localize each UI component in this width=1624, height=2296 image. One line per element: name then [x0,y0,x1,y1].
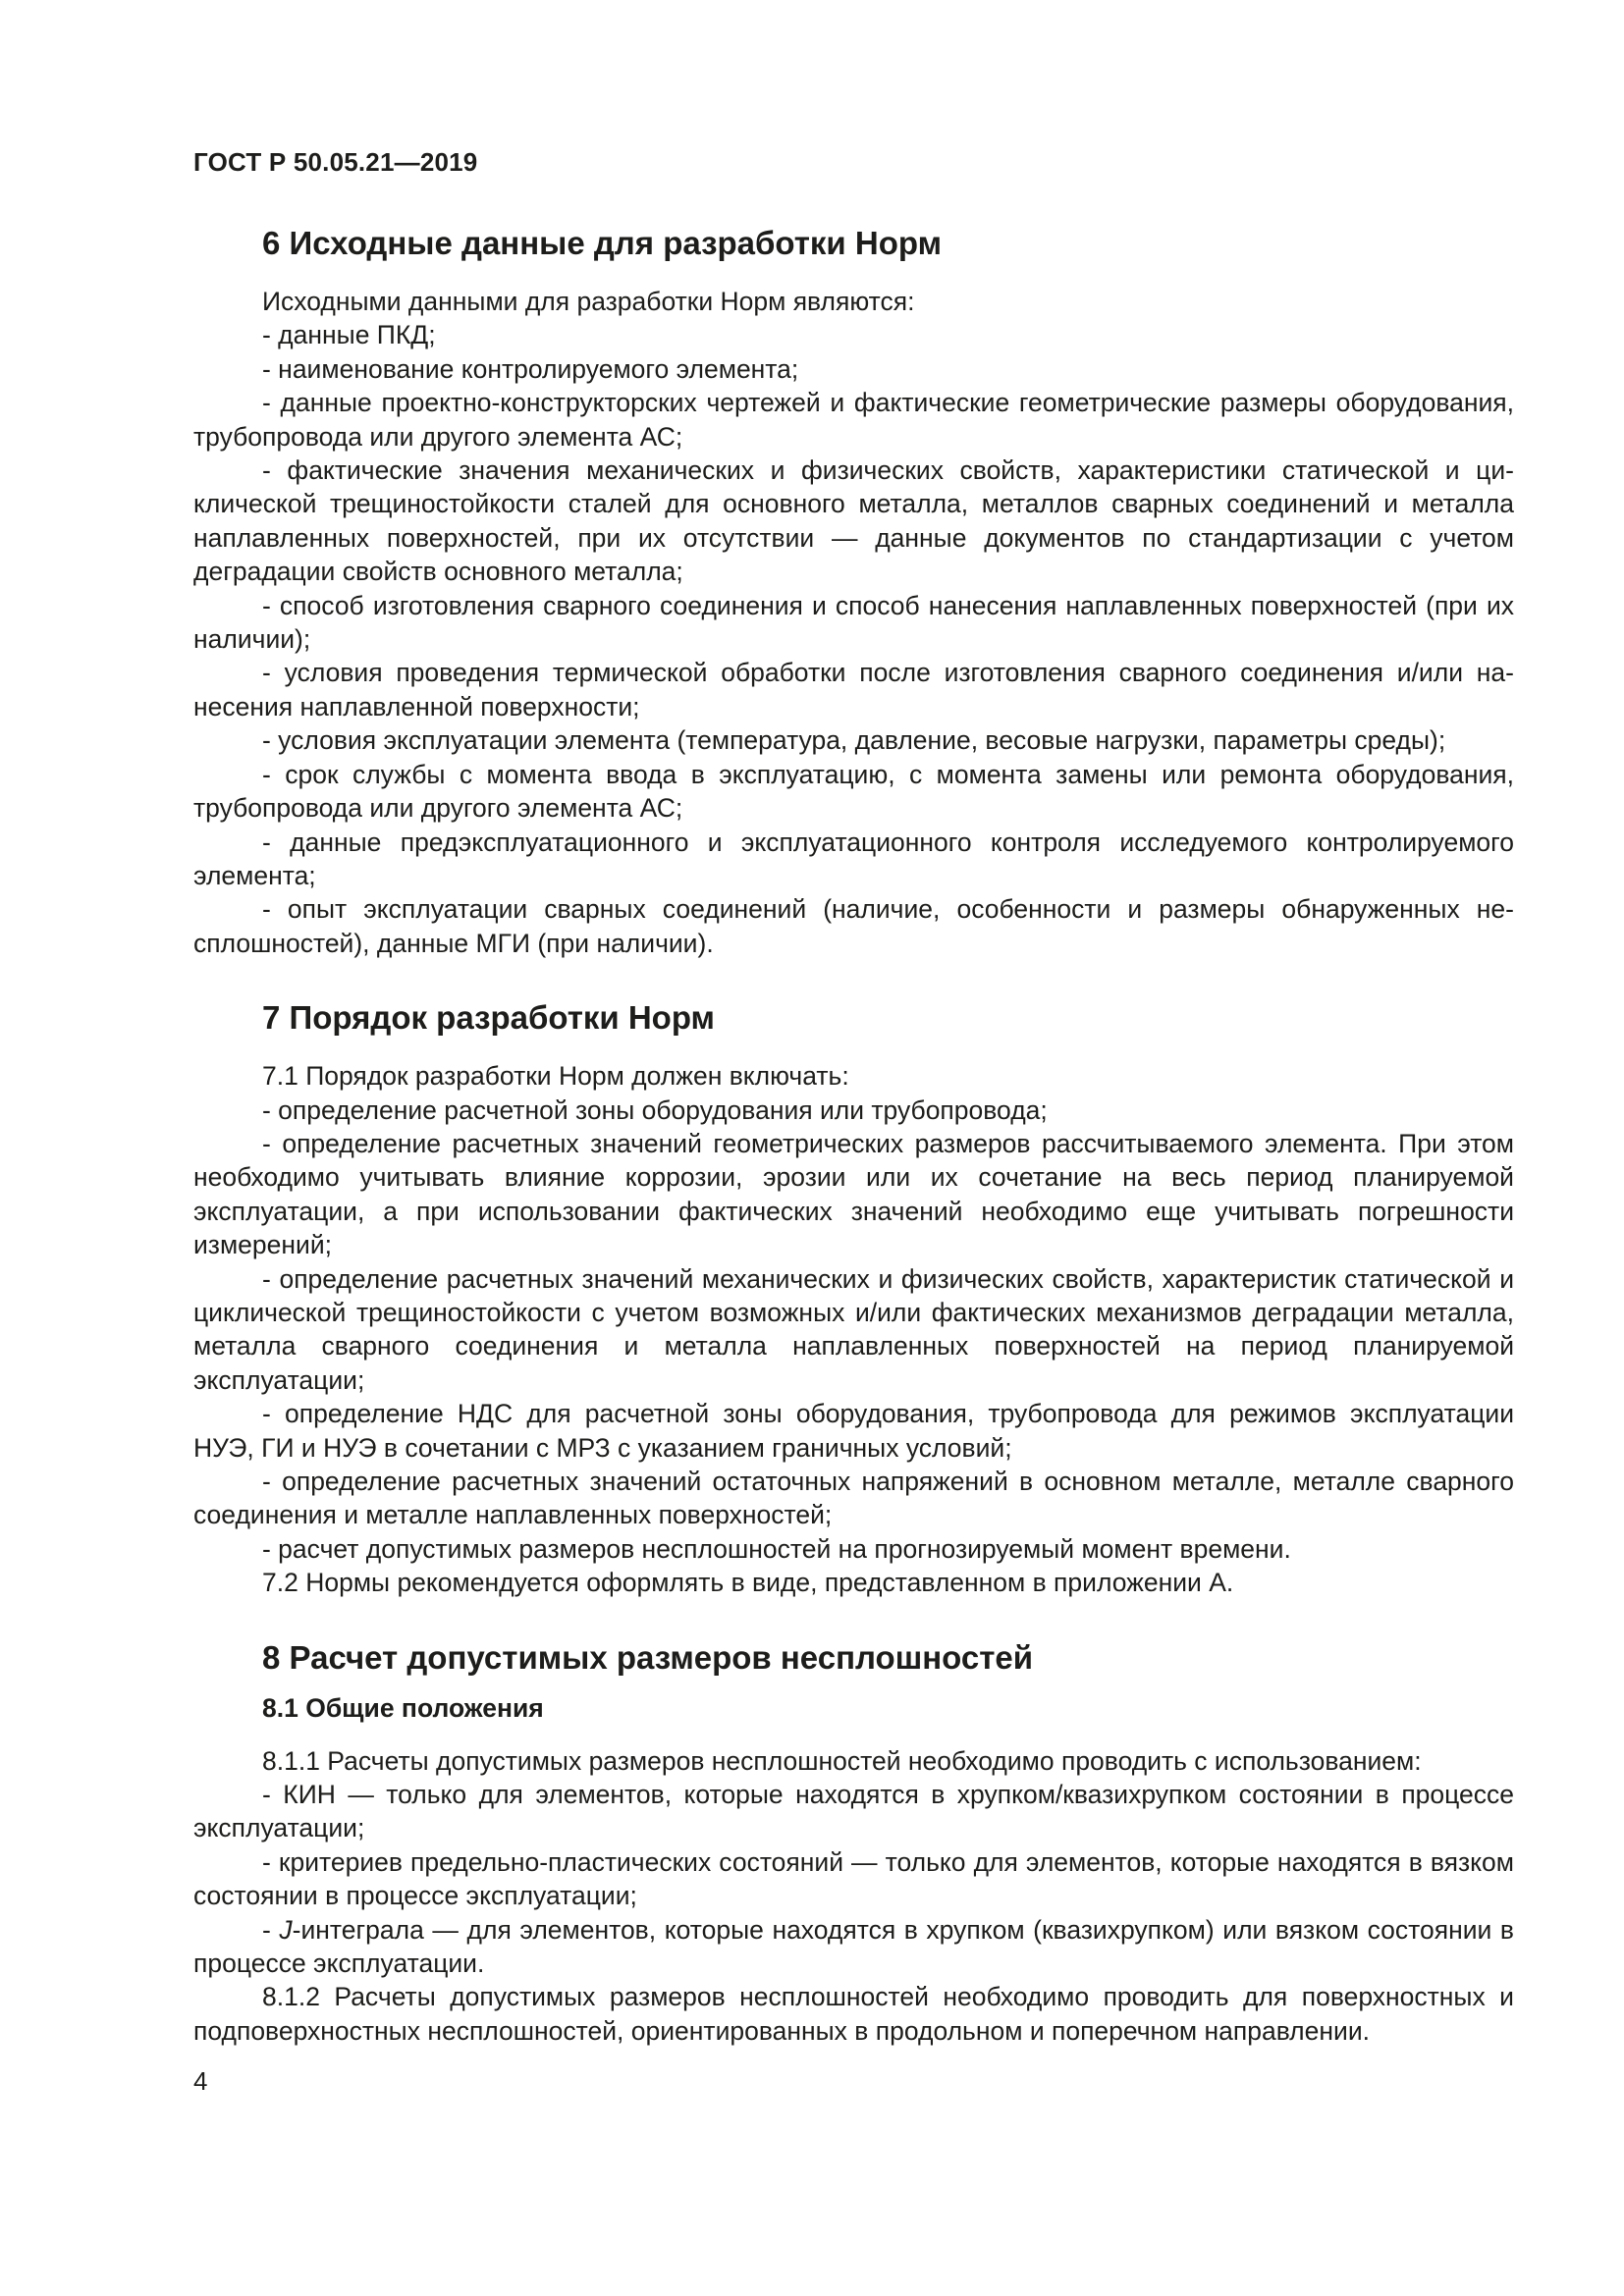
section-6-list-item: - опыт эксплуатации сварных соединений (наличие, особенности и размеры обнаруженных несплошностей), данные МГИ (при наличии). [193,894,1514,958]
list-dash: - [262,1914,280,1945]
section-8-list-item: - КИН — только для элементов, которые находятся в хрупком/квазихрупком состоянии в процессе эксплуатации; [193,1780,1514,1843]
section-6-list-item: - условия эксплуатации элемента (температура, давление, весовые нагрузки, параметры среды); [262,725,1446,756]
section-6-list-item: - наименование контролируемого элемента; [262,353,799,384]
section-8-heading: 8 Расчет допустимых размеров несплошностей [262,1638,1034,1676]
page-number: 4 [193,2066,208,2096]
section-7-list-item: - определение расчетных значений геометрических размеров рассчитываемого элемента. При этом необходимо учитывать влияние коррозии, эрозии или их сочетание на весь период планируемой эксплуатации, а при использовании фактических значений необходимо еще учитывать погрешности измерений; [193,1128,1514,1260]
section-8-list-item: - критериев предельно-пластических состояний — только для элементов, которые находятся в вязком состоянии в процессе эксплуатации; [193,1846,1514,1911]
section-7-paragraph: 7.1 Порядок разработки Норм должен включать: [262,1061,849,1092]
section-8-paragraph: 8.1.1 Расчеты допустимых размеров несплошностей необходимо проводить с использованием: [262,1745,1422,1776]
subsection-8-1-heading: 8.1 Общие положения [262,1692,544,1723]
section-8-paragraph: 8.1.2 Расчеты допустимых размеров несплошностей необходимо проводить для поверхностных и подповерхностных несплошностей, ориентированных в продольном и поперечном направлении. [193,1982,1514,2046]
section-6-list-item: - данные предэксплуатационного и эксплуатационного контроля исследуемого контролируемого элемента; [193,827,1514,890]
section-6-paragraph: Исходными данными для разработки Норм являются: [262,287,915,316]
section-6-heading: 6 Исходные данные для разработки Норм [262,225,943,261]
document-code-header: ГОСТ Р 50.05.21—2019 [193,147,478,177]
section-7-paragraph: 7.2 Нормы рекомендуется оформлять в виде, представленном в приложении А. [262,1568,1234,1598]
document-body [193,224,1514,2048]
section-6-list-item: - данные ПКД; [262,320,436,350]
section-7-list-item: - расчет допустимых размеров несплошностей на прогнозируемый момент времени. [262,1533,1291,1564]
section-6-list-item: - условия проведения термической обработки после изготовления сварного соединения и/или нанесения наплавленной поверхности; [193,658,1514,721]
section-7-list-item: - определение расчетной зоны оборудования или трубопровода; [262,1095,1048,1125]
section-6-list-item: - фактические значения механических и физических свойств, характеристики статической и циклической трещиностойкости сталей для основного металла, металлов сварных соединений и металла наплавленных поверхностей, при их отсутствии — данные документов по стандартизации с учетом деградации свойств основного металла; [193,455,1514,587]
section-7-heading: 7 Порядок разработки Норм [262,999,715,1037]
section-6-list-item: - данные проектно-конструкторских чертежей и фактические геометрические размеры оборудования, трубопровода или другого элемента АС; [193,388,1514,452]
list-item-text: -интеграла — для элементов, которые находятся в хрупком (квазихрупком) или вязком состоянии в процессе эксплуатации. [193,1914,1514,1979]
section-7-list-item: - определение НДС для расчетной зоны оборудования, трубопровода для режимов эксплуатации НУЭ, ГИ и НУЭ в сочетании с МРЗ с указанием граничных условий; [193,1399,1514,1463]
section-8-list-item-j-integral [193,1913,1514,1981]
section-6-list-item: - способ изготовления сварного соединения и способ нанесения наплавленных поверхностей (при их наличии); [193,590,1514,655]
section-7-list-item: - определение расчетных значений остаточных напряжений в основном металле, металле сварного соединения и металле наплавленных поверхностей; [193,1467,1514,1530]
j-symbol: J [279,1914,293,1945]
section-6-list-item: - срок службы с момента ввода в эксплуатацию, с момента замены или ремонта оборудования, трубопровода или другого элемента АС; [193,759,1514,824]
section-7-list-item: - определение расчетных значений механических и физических свойств, характеристик статической и циклической трещиностойкости с учетом возможных и/или фактических механизмов деградации металла, металла сварного соединения и металла наплавленных поверхностей на период планируемой эксплуатации; [193,1263,1514,1395]
